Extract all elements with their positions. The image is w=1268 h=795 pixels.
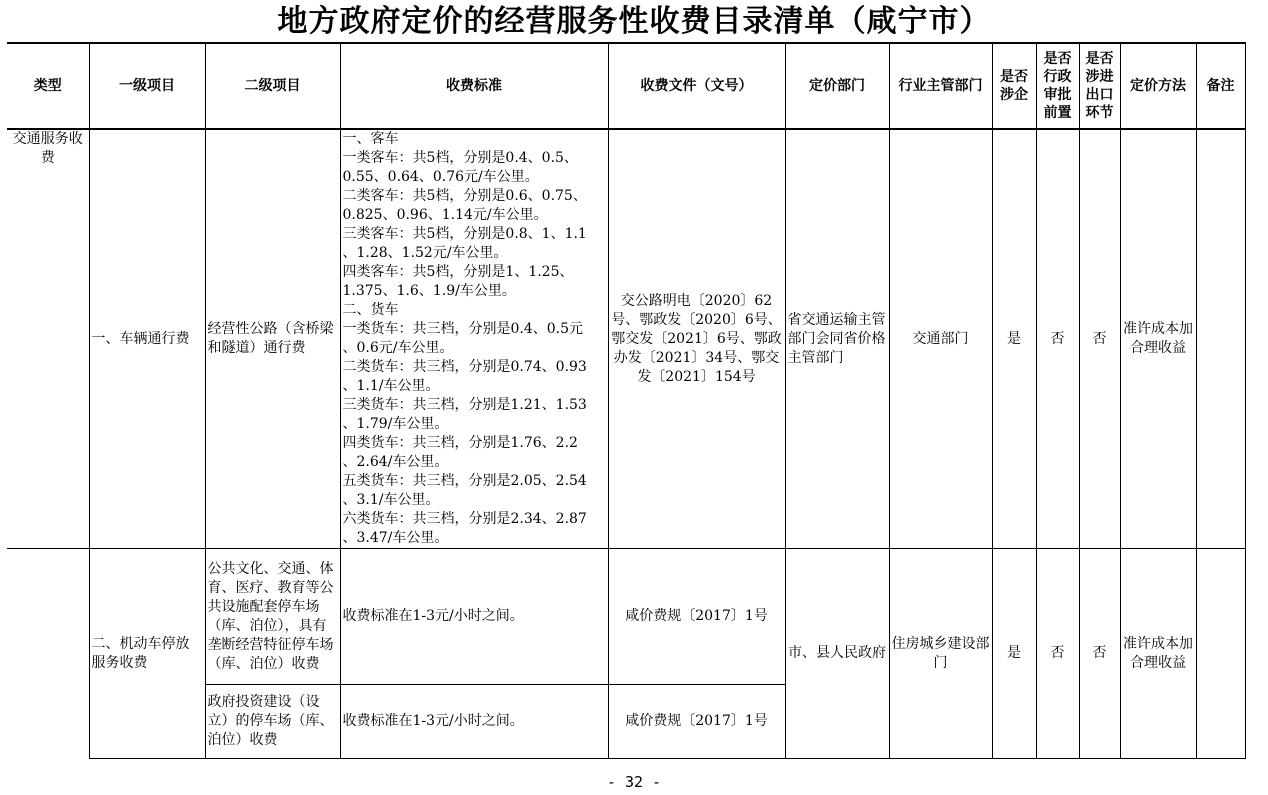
standard-line: 0.55、0.64、0.76元/车公里。 — [342, 169, 539, 185]
involves-enterprise-cell: 是 — [992, 129, 1036, 549]
header-level2: 二级项目 — [205, 43, 340, 129]
header-level1: 一级项目 — [89, 43, 205, 129]
standard-line: 、2.64/车公里。 — [342, 454, 449, 470]
level2-cell: 经营性公路（含桥梁和隧道）通行费 — [205, 129, 340, 549]
level2-cell: 政府投资建设（设立）的停车场（库、泊位）收费 — [205, 685, 340, 759]
pricing-dept-cell: 省交通运输主管部门会同省价格主管部门 — [785, 129, 889, 549]
pricing-method-cell: 准许成本加合理收益 — [1120, 549, 1196, 759]
document-cell: 交公路明电〔2020〕62号、鄂政发〔2020〕6号、鄂交发〔2021〕6号、鄂政办发〔2021〕34号、鄂交发〔2021〕154号 — [608, 129, 785, 549]
standard-line: 、0.6元/车公里。 — [342, 340, 454, 356]
pricing-dept-cell: 市、县人民政府 — [785, 549, 889, 759]
standard-line: 四类客车：共5档，分别是1、1.25、 — [342, 264, 574, 280]
standard-line: 一类客车：共5档，分别是0.4、0.5、 — [342, 150, 578, 166]
level1-cell: 一、车辆通行费 — [89, 129, 205, 549]
header-remarks: 备注 — [1196, 43, 1245, 129]
remarks-cell — [1196, 549, 1245, 759]
page-title: 地方政府定价的经营服务性收费目录清单（咸宁市） — [277, 4, 991, 39]
category-cell: 交通服务收费 — [7, 129, 89, 549]
standard-line: 五类货车：共三档，分别是2.05、2.54 — [342, 473, 587, 489]
import-export-cell: 否 — [1079, 129, 1120, 549]
standard-line: 三类货车：共三档，分别是1.21、1.53 — [342, 397, 587, 413]
standard-line: 、3.47/车公里。 — [342, 530, 449, 546]
header-admin-approval-line: 前置 — [1043, 105, 1072, 121]
header-import-export — [1079, 43, 1120, 129]
admin-approval-cell: 否 — [1036, 549, 1079, 759]
level2-cell: 公共文化、交通、体育、医疗、教育等公共设施配套停车场（库、泊位），具有垄断经营特征停车场（库、泊位）收费 — [205, 549, 340, 685]
standard-line: 一、客车 — [342, 131, 399, 147]
standard-cell: 收费标准在1-3元/小时之间。 — [340, 685, 608, 759]
header-admin-approval-line: 是否 — [1043, 51, 1072, 67]
standard-line: 、1.28、1.52元/车公里。 — [342, 245, 508, 261]
header-import-export-line: 环节 — [1085, 105, 1114, 121]
header-involves-enterprise — [992, 43, 1036, 129]
standard-line: 二、货车 — [342, 302, 399, 318]
standard-line: 二类货车：共三档，分别是0.74、0.93 — [342, 359, 587, 375]
header-pricing-method: 定价方法 — [1120, 43, 1196, 129]
header-import-export-line: 涉进 — [1085, 69, 1114, 85]
pricing-method-cell: 准许成本加合理收益 — [1120, 129, 1196, 549]
involves-enterprise-cell: 是 — [992, 549, 1036, 759]
header-type: 类型 — [7, 43, 89, 129]
standard-line: 四类货车：共三档，分别是1.76、2.2 — [342, 435, 578, 451]
category-blank-cell — [7, 549, 89, 759]
import-export-cell: 否 — [1079, 549, 1120, 759]
header-document: 收费文件（文号） — [608, 43, 785, 129]
standard-line: 一类货车：共三档，分别是0.4、0.5元 — [342, 321, 584, 337]
document-cell: 咸价费规〔2017〕1号 — [608, 549, 785, 685]
standard-line: 二类客车：共5档，分别是0.6、0.75、 — [342, 188, 587, 204]
header-industry-dept: 行业主管部门 — [889, 43, 992, 129]
header-admin-approval — [1036, 43, 1079, 129]
standard-line: 0.825、0.96、1.14元/车公里。 — [342, 207, 548, 223]
table-row — [7, 549, 1245, 685]
page-number: - 32 - — [606, 773, 662, 791]
header-admin-approval-line: 审批 — [1043, 87, 1072, 103]
header-row — [7, 43, 1245, 129]
header-pricing-dept: 定价部门 — [785, 43, 889, 129]
standard-line: 、1.1/车公里。 — [342, 378, 440, 394]
header-involves-enterprise-line: 涉企 — [1000, 87, 1028, 103]
document-cell: 咸价费规〔2017〕1号 — [608, 685, 785, 759]
level1-cell: 二、机动车停放服务收费 — [89, 549, 205, 759]
standard-line: 1.375、1.6、1.9/车公里。 — [342, 283, 516, 299]
header-import-export-line: 是否 — [1085, 51, 1114, 67]
remarks-cell — [1196, 129, 1245, 549]
fee-catalog-table — [7, 42, 1246, 759]
header-import-export-line: 出口 — [1085, 87, 1114, 103]
standard-line: 三类客车：共5档，分别是0.8、1、1.1 — [342, 226, 587, 242]
admin-approval-cell: 否 — [1036, 129, 1079, 549]
industry-dept-cell: 住房城乡建设部门 — [889, 549, 992, 759]
standard-cell — [340, 129, 608, 549]
standard-cell: 收费标准在1-3元/小时之间。 — [340, 549, 608, 685]
standard-line: 、1.79/车公里。 — [342, 416, 449, 432]
header-involves-enterprise-line: 是否 — [1000, 69, 1028, 85]
standard-line: 六类货车：共三档，分别是2.34、2.87 — [342, 511, 587, 527]
header-admin-approval-line: 行政 — [1043, 69, 1072, 85]
industry-dept-cell: 交通部门 — [889, 129, 992, 549]
table-row — [7, 129, 1245, 549]
header-standard: 收费标准 — [340, 43, 608, 129]
standard-line: 、3.1/车公里。 — [342, 492, 440, 508]
